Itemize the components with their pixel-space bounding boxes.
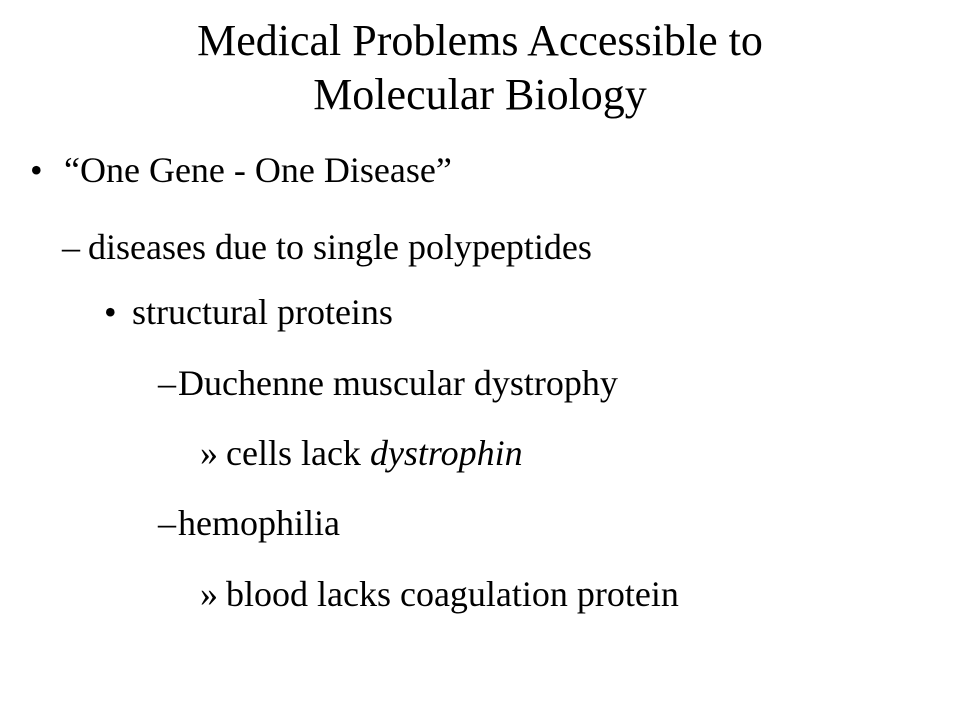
raquo-marker: »	[200, 574, 218, 614]
bullet-text: diseases due to single polypeptides	[88, 227, 592, 267]
title-line-1: Medical Problems Accessible to	[197, 16, 763, 65]
bullet-text: structural proteins	[132, 292, 393, 332]
raquo-marker: »	[200, 433, 218, 473]
bullet-text: “One Gene - One Disease”	[64, 150, 452, 190]
bullet-text: Duchenne muscular dystrophy	[178, 363, 618, 403]
bullet-text: blood lacks coagulation protein	[226, 574, 679, 614]
bullet-marker: •	[104, 292, 117, 332]
dash-marker: –	[158, 503, 176, 543]
title-line-2: Molecular Biology	[313, 70, 647, 119]
bullet-text	[226, 433, 523, 473]
bullet-marker: •	[30, 150, 43, 190]
dash-marker: –	[62, 227, 80, 267]
dash-marker: –	[158, 363, 176, 403]
slide-title	[0, 14, 960, 122]
text-italic-dystrophin: dystrophin	[369, 433, 523, 473]
text-plain: cells lack	[226, 433, 370, 473]
bullet-text: hemophilia	[178, 503, 340, 543]
